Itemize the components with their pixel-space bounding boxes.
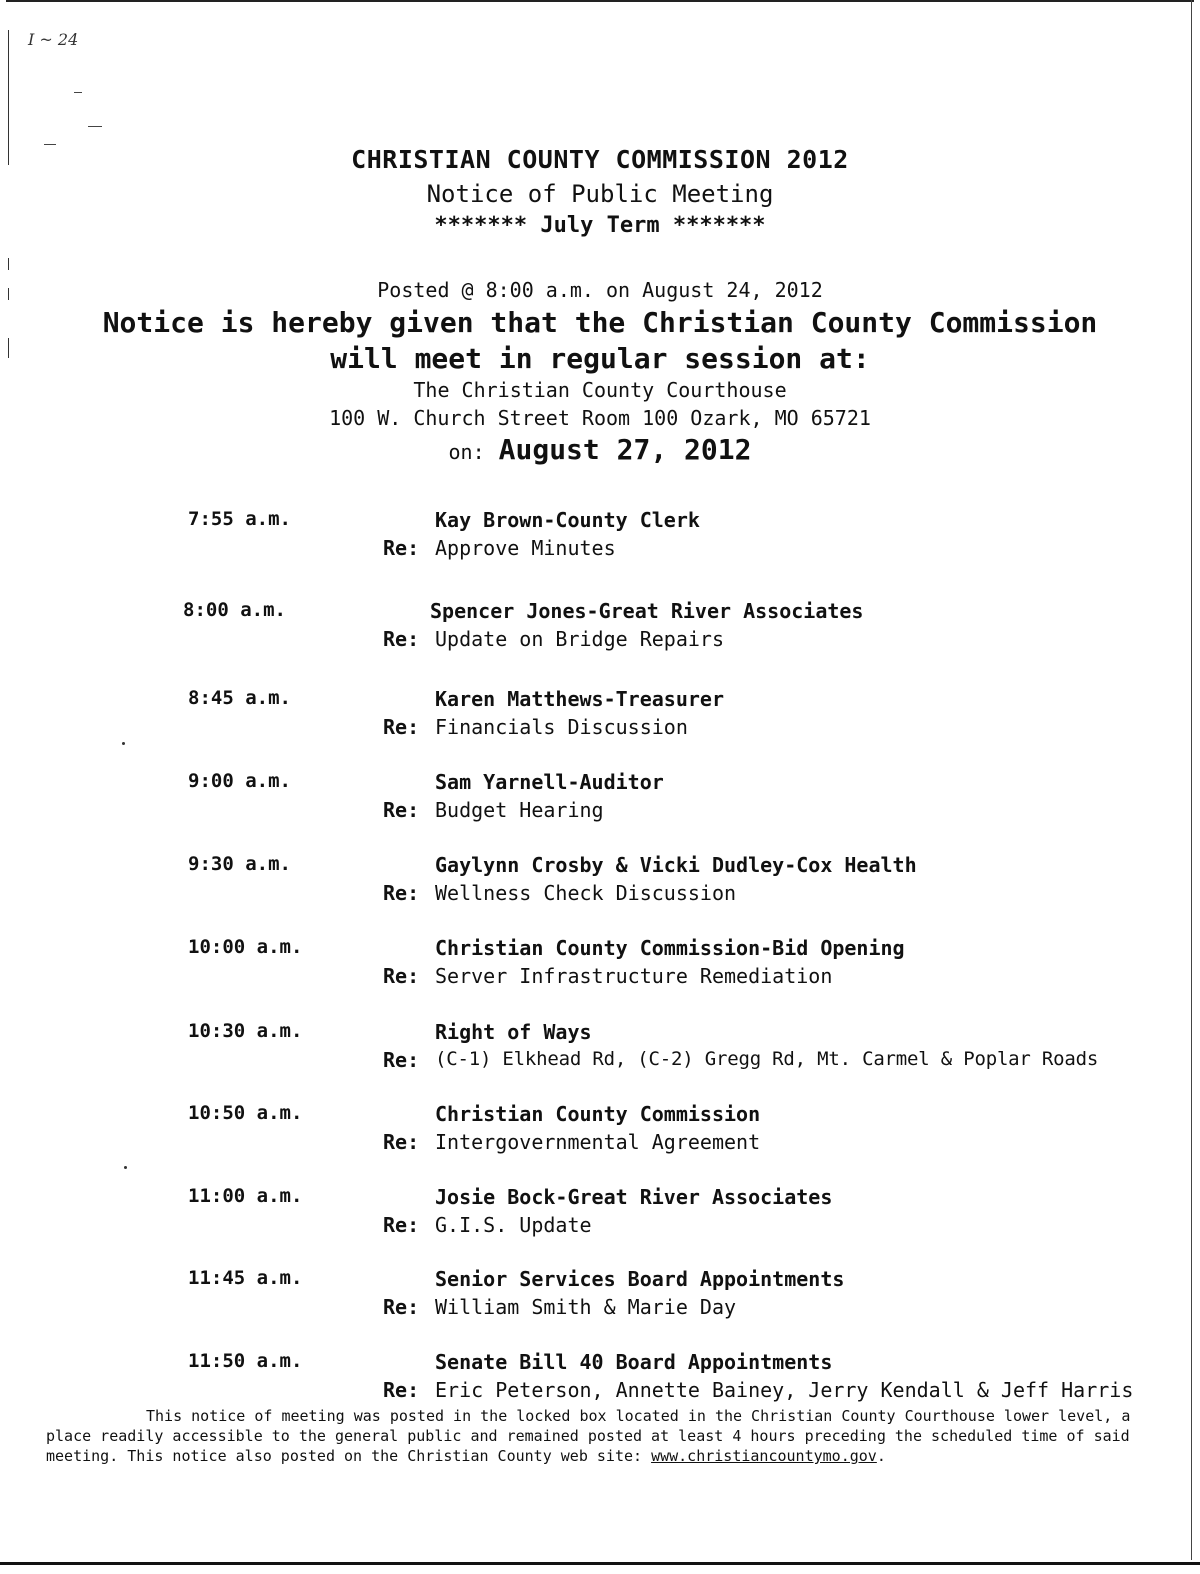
re-label: Re: xyxy=(383,798,420,822)
agenda-presenter: Senate Bill 40 Board Appointments xyxy=(435,1350,833,1374)
document-subtitle: Notice of Public Meeting xyxy=(426,180,774,208)
document-title: CHRISTIAN COUNTY COMMISSION 2012 xyxy=(351,145,849,174)
notice-line-2: will meet in regular session at: xyxy=(330,342,870,375)
agenda-time: 11:45 a.m. xyxy=(188,1267,303,1289)
posting-notice-end: . xyxy=(876,1447,886,1465)
meeting-date-line xyxy=(0,433,1200,466)
on-label: on: xyxy=(448,440,485,464)
agenda-item xyxy=(0,936,1200,996)
agenda-subject: Intergovernmental Agreement xyxy=(435,1130,761,1154)
agenda-item xyxy=(0,1185,1200,1245)
scan-margin-mark xyxy=(8,258,9,270)
scan-speck xyxy=(74,92,82,93)
agenda-subject: Server Infrastructure Remediation xyxy=(435,964,833,988)
re-label: Re: xyxy=(383,715,420,739)
re-label: Re: xyxy=(383,536,420,560)
agenda-item xyxy=(0,1102,1200,1162)
re-label: Re: xyxy=(383,881,420,905)
agenda-subject: Approve Minutes xyxy=(435,536,616,560)
agenda-time: 7:55 a.m. xyxy=(188,508,291,530)
location-line: The Christian County Courthouse xyxy=(413,378,787,402)
agenda-item xyxy=(0,1267,1200,1327)
posted-line: Posted @ 8:00 a.m. on August 24, 2012 xyxy=(377,278,823,302)
agenda-item xyxy=(0,1350,1200,1410)
scan-speck xyxy=(124,1166,127,1169)
county-website-link[interactable]: www.christiancountymo.gov xyxy=(651,1447,877,1465)
agenda-presenter: Karen Matthews-Treasurer xyxy=(435,687,724,711)
agenda-item xyxy=(0,687,1200,747)
re-label: Re: xyxy=(383,1378,420,1402)
posting-notice-text: This notice of meeting was posted in the locked box located in the Christian County Courthouse lower level, a place readily accessible to the general public and remained posted at least 4 hours preceding the scheduled time of said meeting. This notice also posted on the Christian County web site: xyxy=(46,1407,1131,1465)
notice-line-1: Notice is hereby given that the Christian County Commission xyxy=(102,306,1098,339)
agenda-item xyxy=(0,599,1200,659)
agenda-time: 11:50 a.m. xyxy=(188,1350,303,1372)
agenda-item xyxy=(0,853,1200,913)
agenda-subject: Update on Bridge Repairs xyxy=(435,627,724,651)
scan-edge-top xyxy=(6,0,1194,2)
agenda-presenter: Sam Yarnell-Auditor xyxy=(435,770,664,794)
agenda-subject: Wellness Check Discussion xyxy=(435,881,737,905)
term-line: ******* July Term ******* xyxy=(434,213,766,238)
agenda-presenter: Christian County Commission-Bid Opening xyxy=(435,936,905,960)
agenda-time: 11:00 a.m. xyxy=(188,1185,303,1207)
agenda-time: 9:30 a.m. xyxy=(188,853,291,875)
agenda-subject: G.I.S. Update xyxy=(435,1213,592,1237)
agenda-subject: Budget Hearing xyxy=(435,798,604,822)
agenda-time: 10:00 a.m. xyxy=(188,936,303,958)
agenda-time: 8:00 a.m. xyxy=(183,599,286,621)
agenda-item xyxy=(0,1020,1200,1080)
agenda-presenter: Christian County Commission xyxy=(435,1102,761,1126)
address-line: 100 W. Church Street Room 100 Ozark, MO 65721 xyxy=(329,406,871,430)
re-label: Re: xyxy=(383,964,420,988)
agenda-item xyxy=(0,770,1200,830)
agenda-presenter: Josie Bock-Great River Associates xyxy=(435,1185,833,1209)
agenda-presenter: Spencer Jones-Great River Associates xyxy=(430,599,864,623)
meeting-date: August 27, 2012 xyxy=(498,433,752,466)
agenda-presenter: Gaylynn Crosby & Vicki Dudley-Cox Health xyxy=(435,853,917,877)
agenda-presenter: Senior Services Board Appointments xyxy=(435,1267,845,1291)
agenda-time: 10:50 a.m. xyxy=(188,1102,303,1124)
agenda-time: 8:45 a.m. xyxy=(188,687,291,709)
agenda-subject: William Smith & Marie Day xyxy=(435,1295,737,1319)
agenda-subject: (C-1) Elkhead Rd, (C-2) Gregg Rd, Mt. Carmel & Poplar Roads xyxy=(435,1048,1099,1070)
re-label: Re: xyxy=(383,1130,420,1154)
scan-edge-bottom xyxy=(0,1562,1200,1565)
agenda-subject: Financials Discussion xyxy=(435,715,688,739)
agenda-presenter: Kay Brown-County Clerk xyxy=(435,508,700,532)
re-label: Re: xyxy=(383,1048,420,1072)
handwritten-mark: I ~ 24 xyxy=(28,30,79,49)
agenda-time: 10:30 a.m. xyxy=(188,1020,303,1042)
re-label: Re: xyxy=(383,1295,420,1319)
scan-speck xyxy=(88,126,102,127)
re-label: Re: xyxy=(383,1213,420,1237)
agenda-presenter: Right of Ways xyxy=(435,1020,592,1044)
agenda-item xyxy=(0,508,1200,568)
agenda-time: 9:00 a.m. xyxy=(188,770,291,792)
re-label: Re: xyxy=(383,627,420,651)
posting-notice xyxy=(46,1406,1136,1466)
agenda-subject: Eric Peterson, Annette Bainey, Jerry Kendall & Jeff Harris xyxy=(435,1378,1134,1402)
